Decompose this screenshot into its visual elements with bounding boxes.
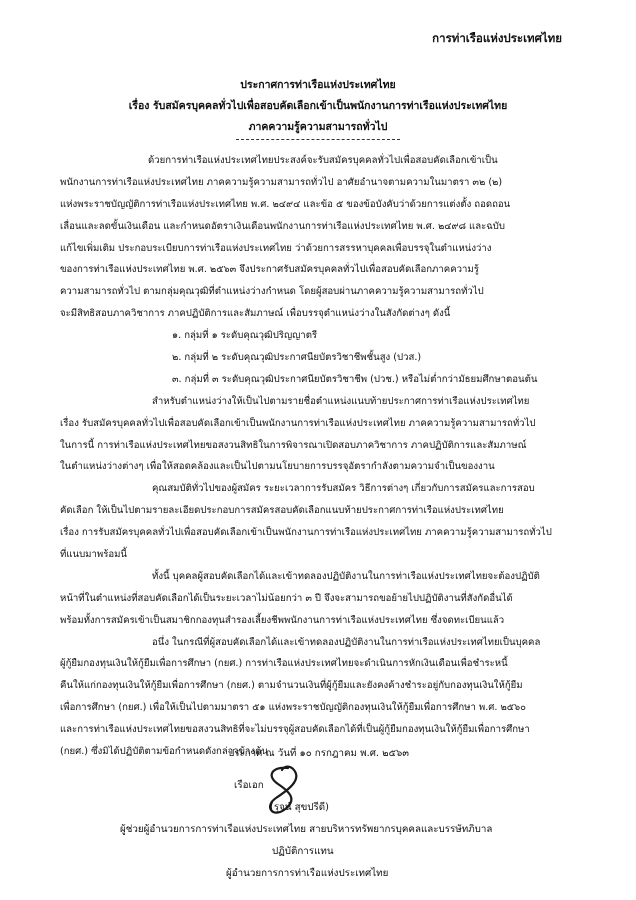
- group-item: ๑. กลุ่มที่ ๑ ระดับคุณวุฒิปริญญาตรี: [172, 330, 318, 342]
- group-item: ๓. กลุ่มที่ ๓ ระดับคุณวุฒิประกาศนียบัตรวิชาชีพ (ปวช.) หรือไม่ต่ำกว่ามัธยมศึกษาตอนต้น: [172, 373, 538, 385]
- title-divider: [236, 139, 400, 140]
- organization-header: การท่าเรือแห่งประเทศไทย: [432, 31, 562, 45]
- body-line: คืนให้แก่กองทุนเงินให้กู้ยืมเพื่อการศึกษา (กยศ.) ตามจำนวนเงินที่ผู้กู้ยืมและยังคงค้างชำระอยู่กับกองทุนเงินให้กู้ยืม: [60, 680, 523, 692]
- announcement-subject: เรื่อง รับสมัครบุคคลทั่วไปเพื่อสอบคัดเลือกเข้าเป็นพนักงานการท่าเรือแห่งประเทศไทย: [128, 100, 508, 112]
- body-line: คัดเลือก ให้เป็นไปตามรายละเอียดประกอบการสมัครสอบคัดเลือกแนบท้ายประกาศการท่าเรือแห่งประเทศไทย: [60, 505, 504, 517]
- body-line: หน้าที่ในตำแหน่งที่สอบคัดเลือกได้เป็นระยะเวลาไม่น้อยกว่า ๓ ปี จึงจะสามารถขอย้ายไปปฏิบัติงานที่สังกัดอื่นได้: [60, 592, 513, 604]
- body-line: (กยศ.) ซึ่งมิได้ปฏิบัติตามข้อกำหนดดังกล่าวข้างต้น: [60, 746, 268, 758]
- body-line: ในตำแหน่งว่างต่างๆ เพื่อให้สอดคล้องและเป็นไปตามนโยบายการบรรจุอัตรากำลังตามความจำเป็นของงาน: [60, 461, 495, 473]
- announcement-section: ภาคความรู้ความสามารถทั่วไป: [248, 121, 388, 133]
- body-line: จะมีสิทธิสอบภาควิชาการ ภาคปฏิบัติการและสัมภาษณ์ เพื่อบรรจุตำแหน่งว่างในสังกัดต่างๆ ดังนี้: [60, 308, 451, 320]
- body-line: แห่งพระราชบัญญัติการท่าเรือแห่งประเทศไทย พ.ศ. ๒๔๙๔ และข้อ ๕ ของข้อบังคับว่าด้วยการแต่งตั้ง ถอดถอน: [60, 198, 511, 210]
- body-line: คุณสมบัติทั่วไปของผู้สมัคร ระยะเวลาการรับสมัคร วิธีการต่างๆ เกี่ยวกับการสมัครและการสอบ: [152, 483, 535, 495]
- body-line: เลื่อนและลดขั้นเงินเดือน และกำหนดอัตราเงินเดือนพนักงานการท่าเรือแห่งประเทศไทย พ.ศ. ๒๔๙๘ และฉบับ: [60, 220, 505, 232]
- body-line: ความสามารถทั่วไป ตามกลุ่มคุณวุฒิที่ตำแหน่งว่างกำหนด โดยผู้สอบผ่านภาคความรู้ความสามารถทั่วไป: [60, 286, 484, 298]
- acting-on-behalf: ปฏิบัติการแทน: [272, 846, 334, 857]
- body-line: ในการนี้ การท่าเรือแห่งประเทศไทยขอสงวนสิทธิในการพิจารณาเปิดสอบภาควิชาการ ภาคปฏิบัติการและสัมภาษณ์: [60, 439, 527, 451]
- signatory-position: ผู้ช่วยผู้อำนวยการการท่าเรือแห่งประเทศไทย สายบริหารทรัพยากรบุคคลและบรรษัทภิบาล: [120, 824, 493, 835]
- announcement-title: ประกาศการท่าเรือแห่งประเทศไทย: [240, 79, 396, 91]
- body-line: เรื่อง การรับสมัครบุคคลทั่วไปเพื่อสอบคัดเลือกเข้าเป็นพนักงานการท่าเรือแห่งประเทศไทย ภาคความรู้ความสามารถทั่วไป: [60, 527, 552, 539]
- body-line: แก้ไขเพิ่มเติม ประกอบระเบียบการท่าเรือแห่งประเทศไทย ว่าด้วยการสรรหาบุคคลเพื่อบรรจุในตำแหน่งว่าง: [60, 242, 492, 254]
- announcement-date: ประกาศ ณ วันที่ ๑๐ กรกฎาคม พ.ศ. ๒๕๖๓: [228, 748, 409, 759]
- body-line: เรื่อง รับสมัครบุคคลทั่วไปเพื่อสอบคัดเลือกเข้าเป็นพนักงานการท่าเรือแห่งประเทศไทย ภาคความรู้ความสามารถทั่วไป: [60, 417, 536, 429]
- body-line: ของการท่าเรือแห่งประเทศไทย พ.ศ. ๒๕๖๓ จึงประกาศรับสมัครบุคคลทั่วไปเพื่อสอบคัดเลือกภาคความรู้: [60, 264, 479, 276]
- body-line: ผู้กู้ยืมกองทุนเงินให้กู้ยืมเพื่อการศึกษา (กยศ.) การท่าเรือแห่งประเทศไทยจะดำเนินการหักเงินเดือนเพื่อชำระหนี้: [60, 658, 508, 670]
- director-title: ผู้อำนวยการการท่าเรือแห่งประเทศไทย: [226, 868, 389, 879]
- body-line: พนักงานการท่าเรือแห่งประเทศไทย ภาคความรู้ความสามารถทั่วไป อาศัยอำนาจตามความในมาตรา ๓๒ (๒): [60, 176, 503, 188]
- body-line: และการท่าเรือแห่งประเทศไทยขอสงวนสิทธิที่จะไม่บรรจุผู้สอบคัดเลือกได้ที่เป็นผู้กู้ยืมกองทุนเงินให้กู้ยืมเพื่อการศึกษา: [60, 724, 530, 736]
- body-line: ด้วยการท่าเรือแห่งประเทศไทยประสงค์จะรับสมัครบุคคลทั่วไปเพื่อสอบคัดเลือกเข้าเป็น: [148, 155, 498, 166]
- body-line: เพื่อการศึกษา (กยศ.) เพื่อให้เป็นไปตามมาตรา ๕๑ แห่งพระราชบัญญัติกองทุนเงินให้กู้ยืมเพื่อการศึกษา พ.ศ. ๒๕๖๐: [60, 702, 526, 714]
- body-line: ที่แนบมาพร้อมนี้: [60, 549, 127, 561]
- signatory-rank: เรือเอก: [234, 780, 264, 791]
- signatory-name: (รุจน์ สุขปรีดี): [270, 802, 329, 813]
- body-line: สำหรับตำแหน่งว่างให้เป็นไปตามรายชื่อตำแหน่งแนบท้ายประกาศการท่าเรือแห่งประเทศไทย: [152, 395, 530, 407]
- body-line: อนึ่ง ในกรณีที่ผู้สอบคัดเลือกได้และเข้าทดลองปฏิบัติงานในการท่าเรือแห่งประเทศไทยเป็นบุคคล: [152, 636, 541, 648]
- body-line: ทั้งนี้ บุคคลผู้สอบคัดเลือกได้และเข้าทดลองปฏิบัติงานในการท่าเรือแห่งประเทศไทยจะต้องปฏิบัติ: [152, 570, 540, 582]
- body-line: พร้อมทั้งการสมัครเข้าเป็นสมาชิกกองทุนสำรองเลี้ยงชีพพนักงานการท่าเรือแห่งประเทศไทย ซึ่งจดทะเบียนแล้ว: [60, 614, 505, 626]
- group-item: ๒. กลุ่มที่ ๒ ระดับคุณวุฒิประกาศนียบัตรวิชาชีพชั้นสูง (ปวส.): [172, 352, 422, 364]
- intro-paragraph: [60, 150, 580, 763]
